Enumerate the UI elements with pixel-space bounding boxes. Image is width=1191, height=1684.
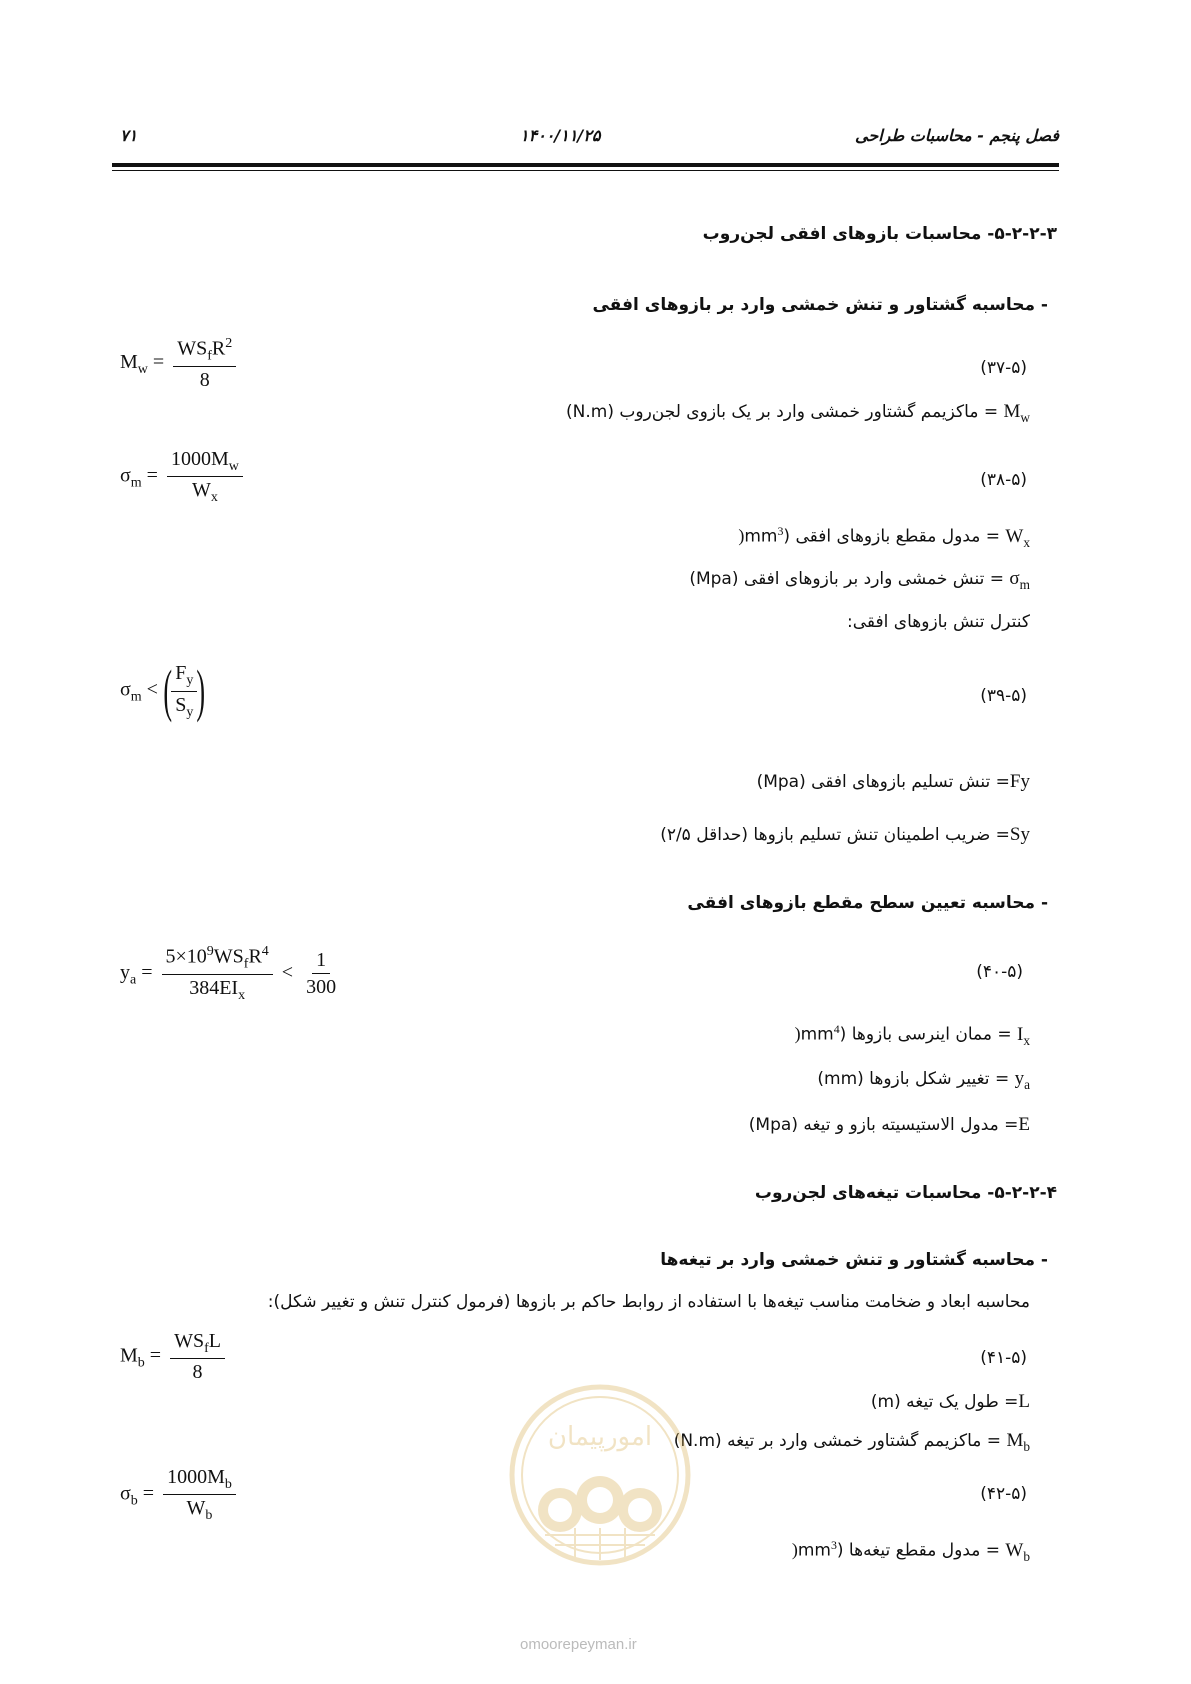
- equation-number-37: (۳۷-۵): [980, 358, 1027, 378]
- definition-ya: = تغییر شکل بازوها (mm) $y_a$: [817, 1068, 1030, 1092]
- watermark-url[interactable]: omoorepeyman.ir: [520, 1636, 637, 1653]
- definition-mw: = ماکزیمم گشتاور خمشی وارد بر یک بازوی لجن‌روب (N.m) $M_w$: [566, 401, 1030, 425]
- section-title-blades: ۵-۲-۲-۴- محاسبات تیغه‌های لجن‌روب: [754, 1183, 1057, 1203]
- definition-wx: )= مدول مقطع بازوهای افقی ($mm^3$ $W_x$: [738, 524, 1030, 550]
- definition-fy: = تنش تسلیم بازوهای افقی (Mpa)Fy: [756, 771, 1030, 792]
- equation-41: $M_b$ = $\frac{WS_fL}{8}$: [120, 1330, 229, 1383]
- equation-38: $\sigma_m$ = $\frac{1000M_w}{W_x}$: [120, 448, 247, 506]
- definition-l: = طول یک تیغه (m)L: [870, 1391, 1030, 1412]
- equation-number-39: (۳۹-۵): [980, 686, 1027, 706]
- definition-sy: = ضریب اطمینان تنش تسلیم بازوها (حداقل ۲/۵)Sy: [660, 824, 1030, 845]
- paragraph-blade-dimensions: محاسبه ابعاد و ضخامت مناسب تیغه‌ها با استفاده از روابط حاکم بر بازوها (فرمول کنترل تنش و تغییر شکل):: [267, 1292, 1030, 1312]
- equation-42: $\sigma_b$ = $\frac{1000M_b}{W_b}$: [120, 1466, 240, 1524]
- equation-40: $y_a$ = $\frac{5\times 10^9WS_fR^4}{384EI_x}$ < $\frac{1}{300}$: [120, 944, 337, 1004]
- subheading-cross-section-arms: - محاسبه تعیین سطح مقطع بازوهای افقی: [687, 893, 1048, 913]
- equation-39: $\sigma_m$ <( $\frac{F_y}{S_y}$ ): [120, 658, 206, 723]
- definition-sigma-m: = تنش خمشی وارد بر بازوهای افقی (Mpa) $\sigma_m$: [689, 568, 1030, 592]
- header-rule-thick: [112, 163, 1059, 167]
- stress-control-label: کنترل تنش بازوهای افقی:: [847, 612, 1030, 632]
- header-rule-thin: [112, 170, 1059, 171]
- definition-mb: = ماکزیمم گشتاور خمشی وارد بر تیغه (N.m) $M_b$: [673, 1430, 1030, 1454]
- chapter-header: فصل پنجم - محاسبات طراحی: [855, 126, 1059, 145]
- definition-e: = مدول الاستیسیته بازو و تیغه (Mpa)E: [748, 1114, 1030, 1135]
- watermark-logo-text: امورپیمان: [547, 1422, 653, 1452]
- equation-37: $M_w$ = $\frac{WS_fR^2}{8}$: [120, 336, 240, 391]
- subheading-moment-stress-arms: - محاسبه گشتاور و تنش خمشی وارد بر بازوهای افقی: [592, 295, 1048, 315]
- equation-number-38: (۳۸-۵): [980, 470, 1027, 490]
- section-title-horizontal-arms: ۵-۲-۲-۳- محاسبات بازوهای افقی لجن‌روب: [702, 224, 1057, 244]
- watermark-logo: [505, 1380, 695, 1570]
- equation-number-41: (۴۱-۵): [980, 1348, 1027, 1368]
- definition-wb: )= مدول مقطع تیغه‌ها ($mm^3$ $W_b$: [791, 1538, 1030, 1564]
- subheading-moment-stress-blades: - محاسبه گشتاور و تنش خمشی وارد بر تیغه‌ها: [660, 1250, 1048, 1270]
- equation-number-42: (۴۲-۵): [980, 1484, 1027, 1504]
- equation-number-40: (۴۰-۵): [976, 962, 1023, 982]
- definition-ix: )= ممان اینرسی بازوها ($mm^4$ $I_x$: [794, 1022, 1030, 1048]
- header-date: ۱۴۰۰/۱۱/۲۵: [520, 126, 601, 145]
- page-number: ۷۱: [120, 126, 138, 145]
